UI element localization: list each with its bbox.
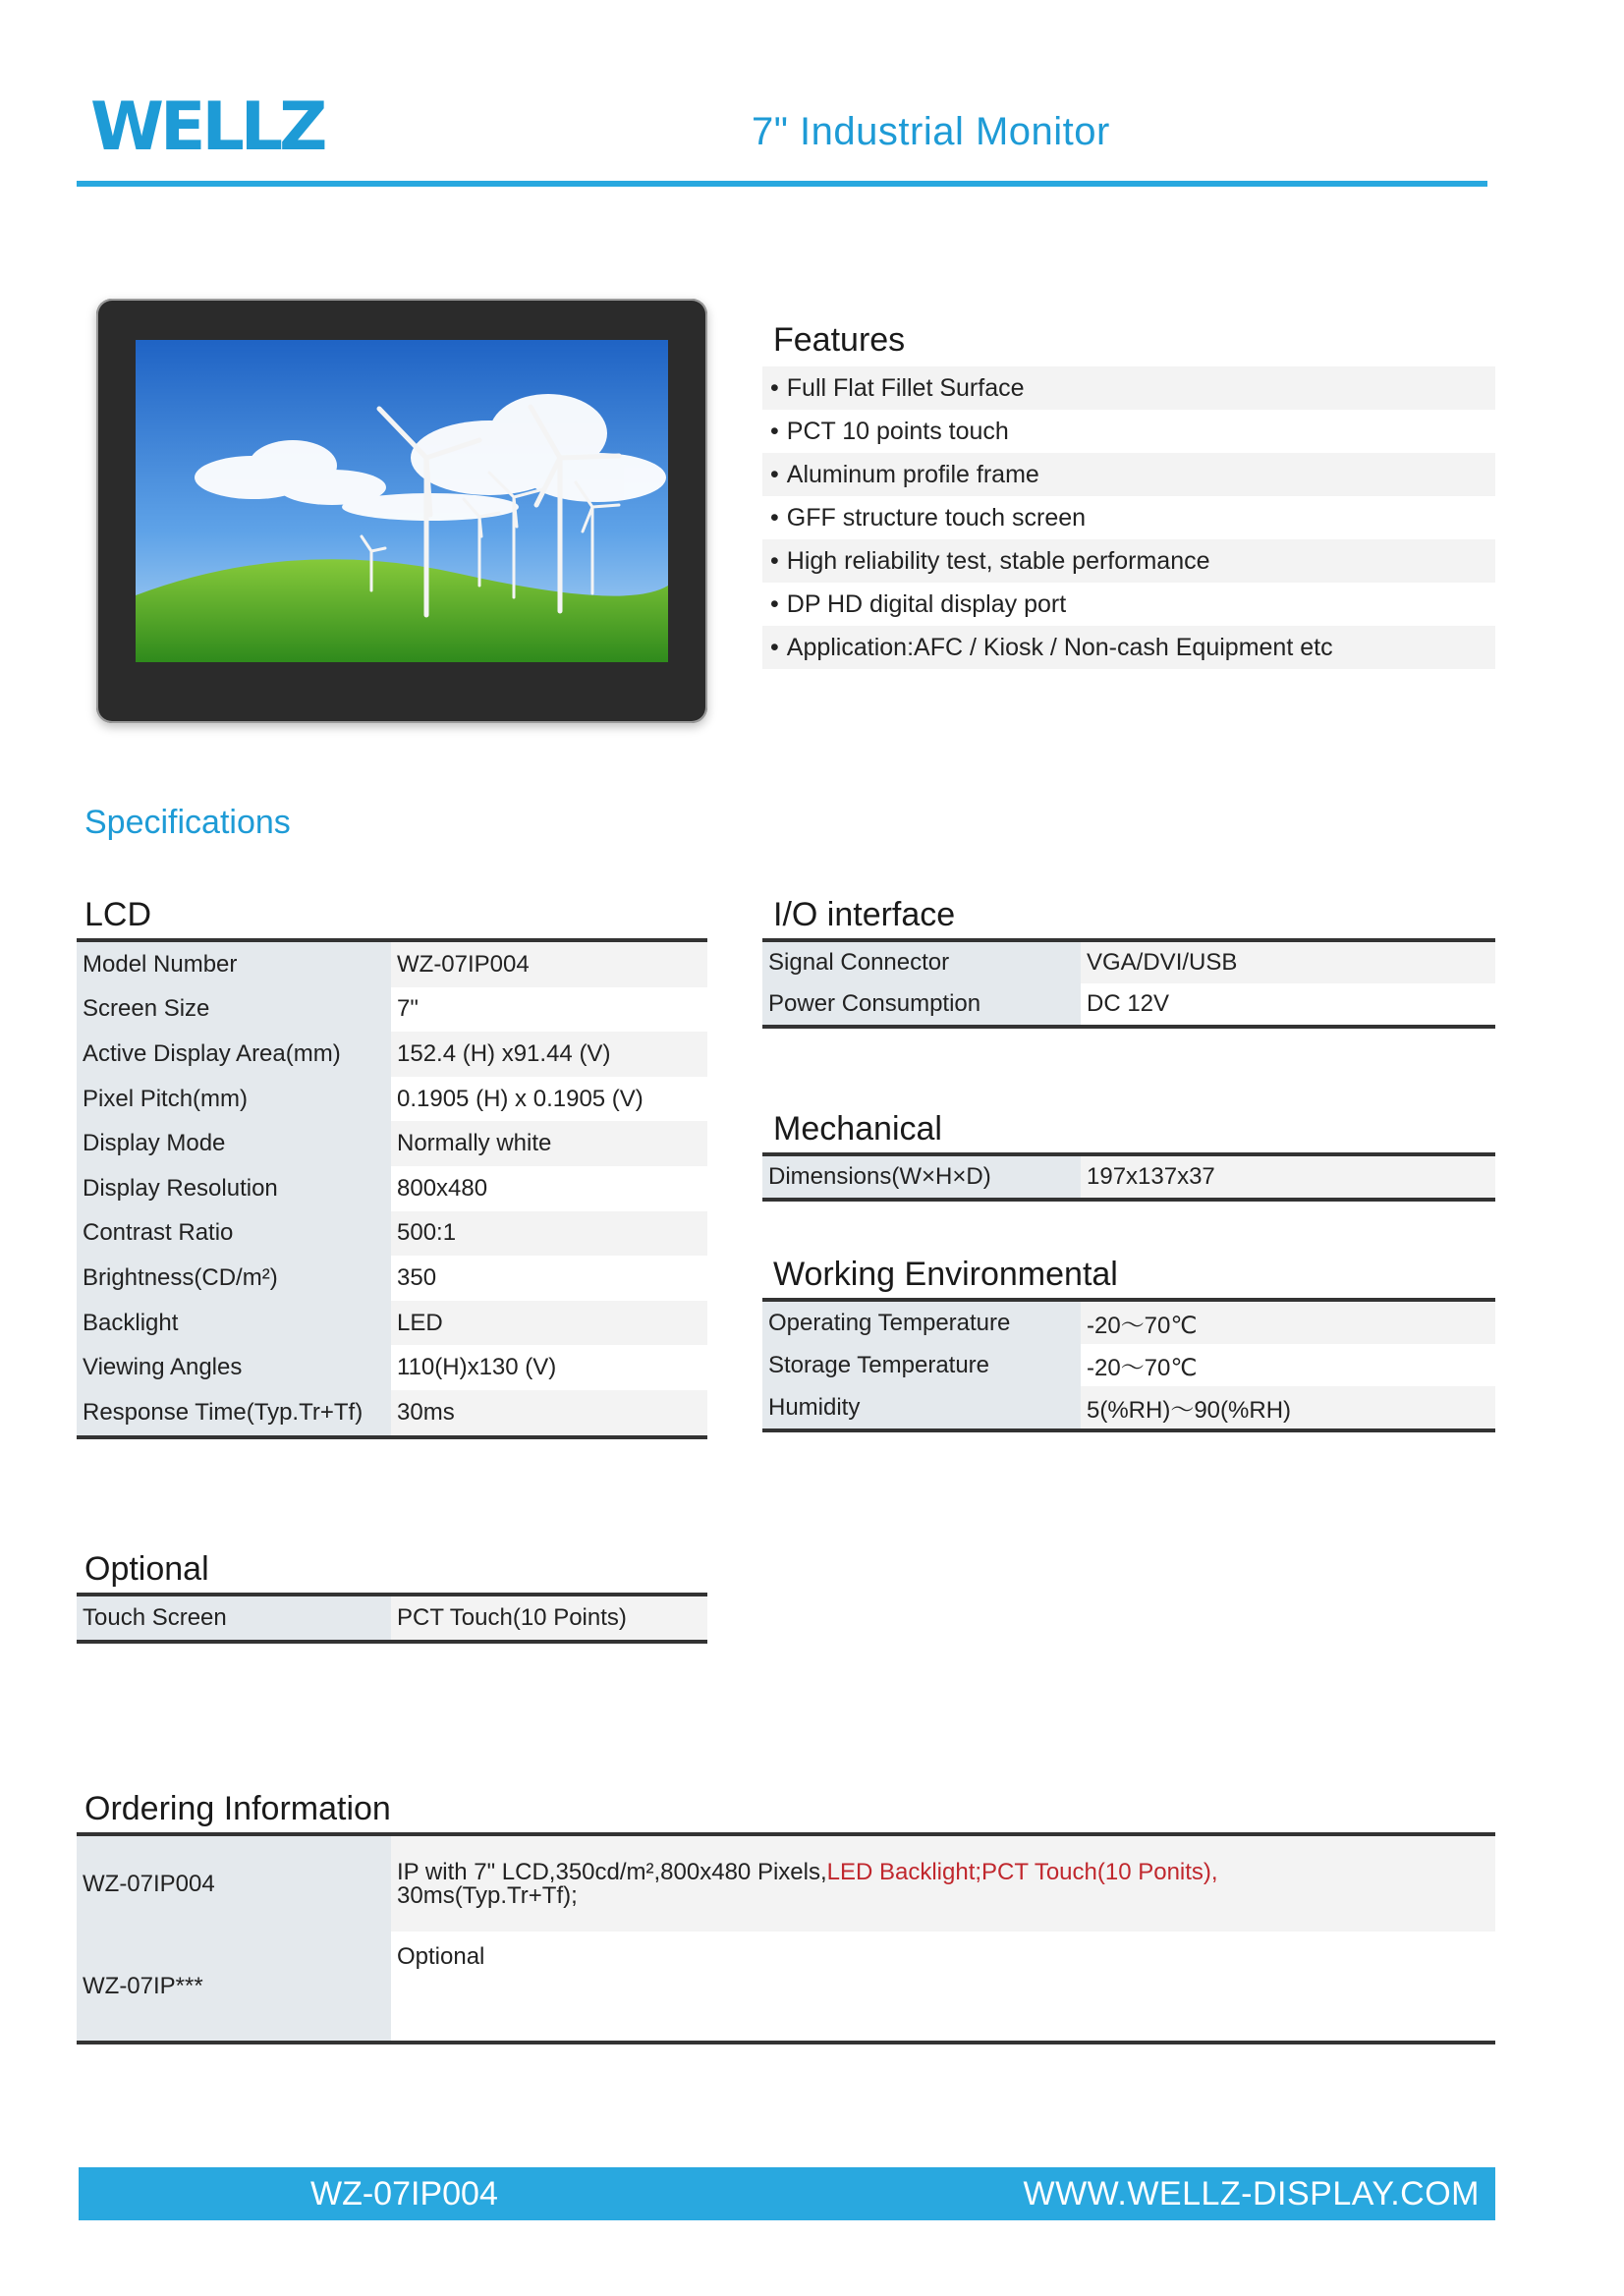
- table-row: [77, 1032, 707, 1077]
- feature-item: • DP HD digital display port: [762, 583, 1495, 626]
- spec-value: 30ms: [391, 1390, 707, 1437]
- spec-value: DC 12V: [1081, 983, 1495, 1027]
- specifications-heading: Specifications: [84, 804, 291, 841]
- working-environmental-title: Working Environmental: [773, 1256, 1118, 1293]
- ordering-table: [77, 1832, 1495, 2044]
- table-row: [762, 1300, 1495, 1344]
- footer-website-link[interactable]: WWW.WELLZ-DISPLAY.COM: [1023, 2175, 1480, 2212]
- product-monitor-image: [96, 299, 707, 723]
- table-row: [77, 1595, 707, 1642]
- feature-item: • Full Flat Fillet Surface: [762, 366, 1495, 410]
- table-row: [762, 983, 1495, 1027]
- spec-label: Active Display Area(mm): [77, 1032, 391, 1077]
- spec-value: VGA/DVI/USB: [1081, 940, 1495, 983]
- spec-label: Backlight: [77, 1301, 391, 1346]
- order-model: WZ-07IP004: [77, 1834, 391, 1932]
- optional-table: [77, 1593, 707, 1644]
- order-description: [391, 1834, 1495, 1932]
- feature-item: • Aluminum profile frame: [762, 453, 1495, 496]
- table-row: [762, 1154, 1495, 1200]
- spec-label: Pixel Pitch(mm): [77, 1077, 391, 1122]
- table-row: [77, 1077, 707, 1122]
- spec-label: Touch Screen: [77, 1595, 391, 1642]
- spec-value: -20～70℃: [1081, 1300, 1495, 1344]
- spec-label: Display Resolution: [77, 1166, 391, 1211]
- table-row: [77, 1932, 1495, 2043]
- spec-label: Model Number: [77, 940, 391, 987]
- spec-label: Power Consumption: [762, 983, 1081, 1027]
- order-desc-highlight: LED Backlight;PCT Touch(10 Ponits),: [826, 1858, 1218, 1885]
- spec-value: 152.4 (H) x91.44 (V): [391, 1032, 707, 1077]
- spec-value: Normally white: [391, 1121, 707, 1166]
- screen-landscape-image: [136, 340, 668, 662]
- spec-value: 110(H)x130 (V): [391, 1345, 707, 1390]
- feature-item: • PCT 10 points touch: [762, 410, 1495, 453]
- table-row: [77, 987, 707, 1033]
- mechanical-table: [762, 1152, 1495, 1202]
- working-environmental-table: [762, 1298, 1495, 1432]
- mechanical-title: Mechanical: [773, 1110, 942, 1148]
- table-row: [762, 940, 1495, 983]
- spec-label: Humidity: [762, 1386, 1081, 1430]
- table-row: [762, 1386, 1495, 1430]
- spec-value: 0.1905 (H) x 0.1905 (V): [391, 1077, 707, 1122]
- table-row: [77, 1121, 707, 1166]
- io-interface-title: I/O interface: [773, 896, 956, 933]
- spec-value: WZ-07IP004: [391, 940, 707, 987]
- spec-label: Viewing Angles: [77, 1345, 391, 1390]
- header-divider: [77, 181, 1487, 187]
- spec-label: Response Time(Typ.Tr+Tf): [77, 1390, 391, 1437]
- table-row: [77, 1345, 707, 1390]
- feature-item: • GFF structure touch screen: [762, 496, 1495, 539]
- spec-label: Dimensions(W×H×D): [762, 1154, 1081, 1200]
- spec-value: 7": [391, 987, 707, 1033]
- spec-label: Display Mode: [77, 1121, 391, 1166]
- spec-value: 800x480: [391, 1166, 707, 1211]
- order-desc-text: IP with 7" LCD,350cd/m²,800x480 Pixels,: [397, 1858, 827, 1885]
- spec-value: 197x137x37: [1081, 1154, 1495, 1200]
- spec-value: PCT Touch(10 Points): [391, 1595, 707, 1642]
- order-desc-text: Optional: [397, 1943, 485, 1970]
- order-desc-text: 30ms(Typ.Tr+Tf);: [397, 1881, 578, 1909]
- ordering-information-title: Ordering Information: [84, 1790, 391, 1827]
- table-row: [77, 1211, 707, 1257]
- spec-label: Screen Size: [77, 987, 391, 1033]
- spec-label: Operating Temperature: [762, 1300, 1081, 1344]
- table-row: [77, 1390, 707, 1437]
- table-row: [77, 1301, 707, 1346]
- table-row: [77, 1166, 707, 1211]
- spec-value: 350: [391, 1256, 707, 1301]
- spec-label: Signal Connector: [762, 940, 1081, 983]
- order-description: [391, 1932, 1495, 2043]
- order-model: WZ-07IP***: [77, 1932, 391, 2043]
- spec-label: Contrast Ratio: [77, 1211, 391, 1257]
- spec-value: 5(%RH)～90(%RH): [1081, 1386, 1495, 1430]
- spec-value: -20～70℃: [1081, 1344, 1495, 1386]
- table-row: [77, 940, 707, 987]
- table-row: [77, 1834, 1495, 1932]
- spec-value: LED: [391, 1301, 707, 1346]
- table-row: [77, 1256, 707, 1301]
- io-interface-table: [762, 938, 1495, 1029]
- optional-title: Optional: [84, 1550, 209, 1588]
- logo-text: WELLZ: [90, 88, 324, 166]
- lcd-spec-table: [77, 938, 707, 1439]
- document-title: 7" Industrial Monitor: [752, 110, 1110, 153]
- footer-bar: [79, 2167, 1495, 2220]
- feature-item: • Application:AFC / Kiosk / Non-cash Equipment etc: [762, 626, 1495, 669]
- feature-item: • High reliability test, stable performance: [762, 539, 1495, 583]
- spec-label: Brightness(CD/m²): [77, 1256, 391, 1301]
- table-row: [762, 1344, 1495, 1386]
- lcd-title: LCD: [84, 896, 152, 933]
- features-list: [762, 366, 1495, 669]
- footer-model-number: WZ-07IP004: [310, 2175, 498, 2212]
- features-title: Features: [773, 321, 906, 359]
- spec-value: 500:1: [391, 1211, 707, 1257]
- spec-label: Storage Temperature: [762, 1344, 1081, 1386]
- wellz-logo: [90, 86, 324, 166]
